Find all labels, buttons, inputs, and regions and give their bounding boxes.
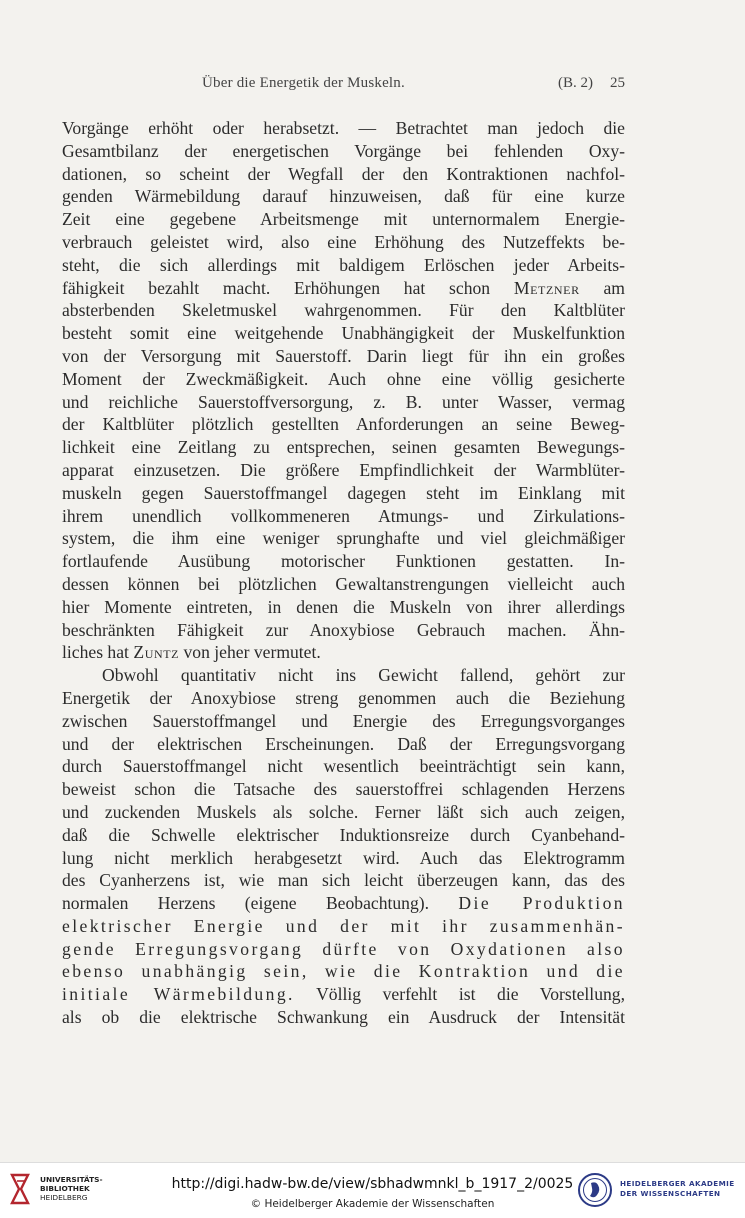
footer-bar xyxy=(0,1162,745,1218)
text-line: und zuckenden Muskels als solche. Ferner läßt sich auch zeigen, xyxy=(62,801,625,822)
text-line: Vorgänge erhöht oder herabsetzt. — Betrachtet man jedoch die xyxy=(62,118,625,138)
text-fragment: Völlig verfehlt ist die Vorstellung, xyxy=(316,984,625,1005)
text-line: lung nicht merklich herabgesetzt wird. Auch das Elektrogramm xyxy=(62,847,625,868)
text-line: lichkeit eine Zeitlang zu entsprechen, seinen gesamten Bewegungs- xyxy=(62,437,625,458)
text-line: muskeln gegen Sauerstoffmangel dagegen steht im Einklang mit xyxy=(62,482,625,503)
text-line: von der Versorgung mit Sauerstoff. Darin liegt für ihn ein großes xyxy=(62,345,625,366)
text-line: dessen können bei plötzlichen Gewaltanstrengungen vielleicht auch xyxy=(62,573,625,594)
academy-name-line: DER WISSENSCHAFTEN xyxy=(620,1189,721,1198)
academy-name xyxy=(620,1179,735,1199)
author-name-metzner: Metzner xyxy=(513,277,580,298)
library-name-line: HEIDELBERG xyxy=(40,1193,88,1202)
author-name-zuntz: Zuntz xyxy=(133,642,180,663)
permalink-url[interactable]: http://digi.hadw-bw.de/view/sbhadwmnkl_b_1917_2/0025 xyxy=(171,1176,574,1192)
text-line: beschränkten Fähigkeit zur Anoxybiose Gebrauch machen. Ähn- xyxy=(62,619,625,640)
library-name-line: UNIVERSITÄTS- xyxy=(40,1175,103,1184)
text-line: der Kaltblüter plötzlich gestellten Anforderungen an seine Beweg- xyxy=(62,414,625,435)
text-line: zwischen Sauerstoffmangel und Energie des Erregungsvorganges xyxy=(62,710,625,731)
text-line: des Cyanherzens ist, wie man sich leicht überzeugen kann, das des xyxy=(62,870,625,891)
text-line: steht, die sich allerdings mit baldigem Erlöschen jeder Arbeits- xyxy=(62,254,625,275)
academy-seal-icon xyxy=(577,1171,613,1209)
text-line: absterbenden Skeletmuskel wahrgenommen. Für den Kaltblüter xyxy=(62,300,625,321)
text-line xyxy=(62,983,625,1006)
text-line xyxy=(62,892,625,915)
text-line: Moment der Zweckmäßigkeit. Auch ohne eine völlig gesicherte xyxy=(62,368,625,389)
text-line-spaced: gende Erregungsvorgang dürfte von Oxydationen also xyxy=(62,938,625,959)
text-line: und reichliche Sauerstoffversorgung, z. B. unter Wasser, vermag xyxy=(62,391,625,412)
text-line: beweist schon die Tatsache des sauerstoffrei schlagenden Herzens xyxy=(62,779,625,800)
text-line: als ob die elektrische Schwankung ein Ausdruck der Intensität xyxy=(62,1007,625,1028)
text-fragment: normalen Herzens (eigene Beobachtung). xyxy=(62,893,430,914)
text-line: durch Sauerstoffmangel nicht wesentlich beeinträchtigt sein kann, xyxy=(62,756,625,777)
text-line xyxy=(62,277,625,300)
text-line: Zeit eine gegebene Arbeitsmenge mit unternormalem Energie- xyxy=(62,209,625,230)
section-reference: (B. 2) xyxy=(558,75,593,91)
text-line xyxy=(62,641,625,664)
copyright-notice: © Heidelberger Akademie der Wissenschaften xyxy=(250,1198,495,1210)
text-line: system, die ihm eine weniger sprunghafte und viel gleichmäßiger xyxy=(62,528,625,549)
emphasis-spaced: Die Produktion xyxy=(458,893,625,914)
text-line: dationen, so scheint der Wegfall der den Kontraktionen nachfol- xyxy=(62,163,625,184)
text-line: besteht somit eine weitgehende Unabhängigkeit der Muskelfunktion xyxy=(62,323,625,344)
text-fragment: am xyxy=(603,277,625,298)
text-fragment: liches hat xyxy=(62,642,129,663)
academy-name-line: HEIDELBERGER AKADEMIE xyxy=(620,1179,735,1188)
text-line: genden Wärmebildung darauf hinzuweisen, daß für eine kurze xyxy=(62,186,625,207)
text-line: hier Momente eintreten, in denen die Muskeln von ihrer allerdings xyxy=(62,596,625,617)
text-line: daß die Schwelle elektrischer Induktionsreize durch Cyanbehand- xyxy=(62,824,625,845)
text-line-spaced: elektrischer Energie und der mit ihr zusammenhän- xyxy=(62,915,625,936)
text-line: verbrauch geleistet wird, also eine Erhöhung des Nutzeffekts be- xyxy=(62,231,625,252)
text-line: Gesamtbilanz der energetischen Vorgänge bei fehlenden Oxy- xyxy=(62,140,625,161)
text-line: ihrem unendlich vollkommeneren Atmungs- und Zirkulations- xyxy=(62,505,625,526)
text-line: und der elektrischen Erscheinungen. Daß der Erregungsvorgang xyxy=(62,733,625,754)
running-header xyxy=(62,75,625,95)
page-number: 25 xyxy=(610,75,625,91)
emphasis-spaced: initiale Wärmebildung. xyxy=(62,984,295,1005)
text-fragment: von jeher vermutet. xyxy=(183,642,321,663)
text-fragment: fähigkeit bezahlt macht. Erhöhungen hat schon xyxy=(62,277,491,298)
running-title: Über die Energetik der Muskeln. xyxy=(202,75,405,91)
text-line: apparat einzusetzen. Die größere Empfindlichkeit der Warmblüter- xyxy=(62,459,625,480)
text-line: fortlaufende Ausübung motorischer Funktionen gestatten. In- xyxy=(62,551,625,572)
text-line-spaced: ebenso unabhängig sein, wie die Kontraktion und die xyxy=(62,961,625,982)
body-text xyxy=(62,117,625,1029)
library-name-line: BIBLIOTHEK xyxy=(40,1184,90,1193)
text-line: Obwohl quantitativ nicht ins Gewicht fallend, gehört zur xyxy=(102,665,625,686)
text-line: Energetik der Anoxybiose streng genommen auch die Beziehung xyxy=(62,687,625,708)
